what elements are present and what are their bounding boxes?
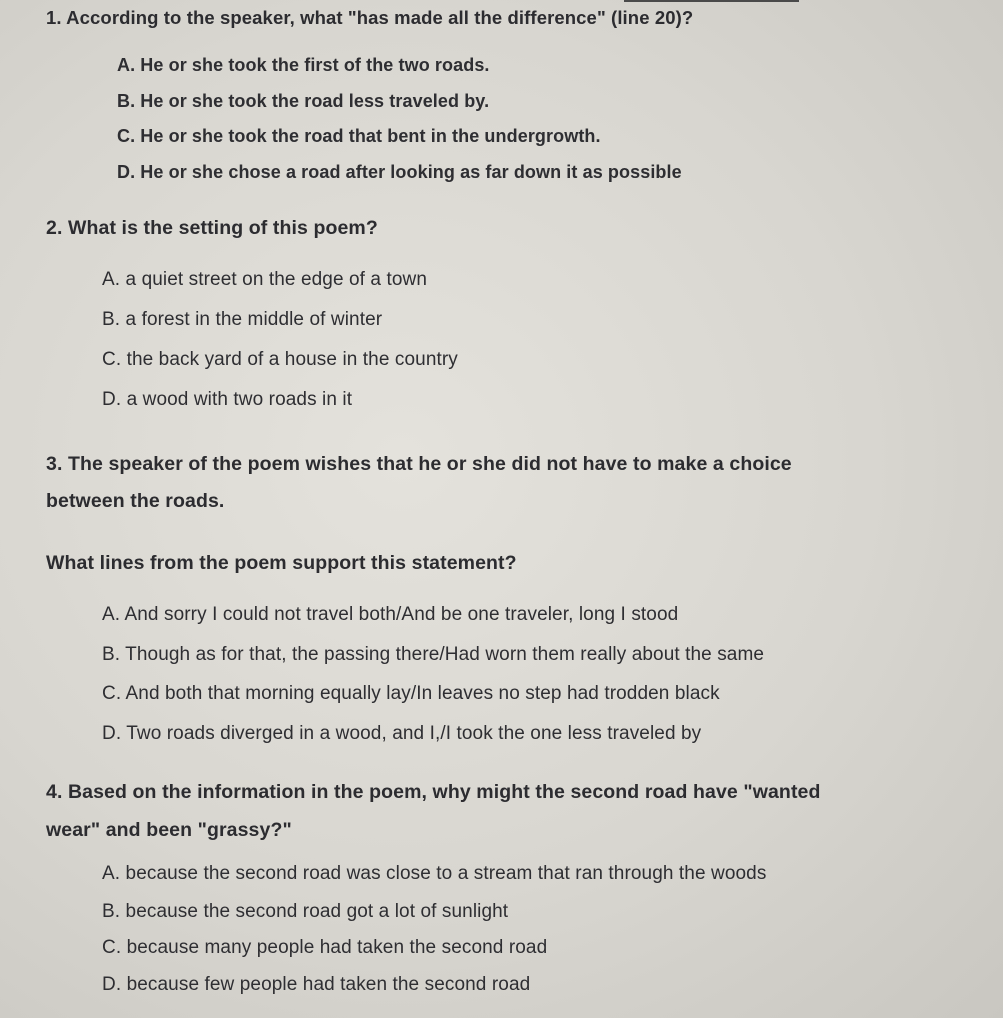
question-4-option-c[interactable]: C. because many people had taken the second road: [102, 937, 548, 958]
question-1-option-b[interactable]: B. He or she took the road less traveled by.: [117, 91, 490, 111]
question-2-option-d[interactable]: D. a wood with two roads in it: [102, 389, 353, 410]
question-4-option-b[interactable]: B. because the second road got a lot of sunlight: [102, 901, 509, 922]
question-1-option-a[interactable]: A. He or she took the first of the two roads.: [117, 55, 490, 75]
question-3-option-a[interactable]: A. And sorry I could not travel both/And be one traveler, long I stood: [102, 604, 679, 625]
question-4-text-line1: 4. Based on the information in the poem, why might the second road have "wanted: [46, 781, 821, 803]
question-4-option-d[interactable]: D. because few people had taken the second road: [102, 974, 531, 995]
question-1-text: 1. According to the speaker, what "has made all the difference" (line 20)?: [46, 7, 694, 28]
question-2-option-b[interactable]: B. a forest in the middle of winter: [102, 309, 383, 330]
top-rule: [624, 0, 799, 2]
question-3-option-d[interactable]: D. Two roads diverged in a wood, and I,/I took the one less traveled by: [102, 723, 702, 744]
question-4-text-line2: wear" and been "grassy?": [46, 819, 292, 841]
question-3-option-c[interactable]: C. And both that morning equally lay/In leaves no step had trodden black: [102, 683, 720, 704]
question-2-option-c[interactable]: C. the back yard of a house in the country: [102, 349, 458, 370]
question-2-text: 2. What is the setting of this poem?: [46, 217, 378, 239]
question-3-text-line1: 3. The speaker of the poem wishes that he or she did not have to make a choice: [46, 453, 792, 475]
question-4-option-a[interactable]: A. because the second road was close to a stream that ran through the woods: [102, 863, 767, 884]
question-1-option-d[interactable]: D. He or she chose a road after looking as far down it as possible: [117, 162, 682, 182]
question-1-option-c[interactable]: C. He or she took the road that bent in the undergrowth.: [117, 126, 601, 146]
question-3-text-line2: between the roads.: [46, 490, 225, 512]
question-3-prompt: What lines from the poem support this statement?: [46, 552, 517, 574]
question-3-option-b[interactable]: B. Though as for that, the passing there/Had worn them really about the same: [102, 644, 765, 665]
question-2-option-a[interactable]: A. a quiet street on the edge of a town: [102, 269, 428, 290]
